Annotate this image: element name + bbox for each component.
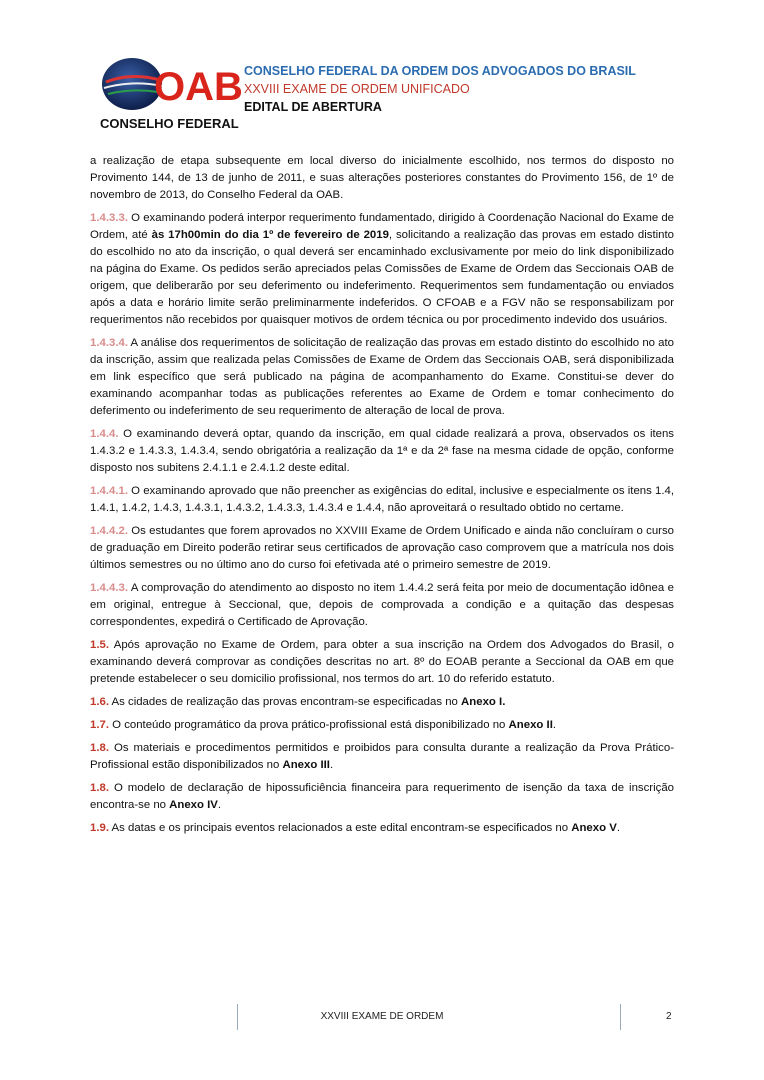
item-number: 1.9.	[90, 822, 109, 834]
item-number: 1.4.4.1.	[90, 485, 128, 497]
edital-title: EDITAL DE ABERTURA	[244, 100, 382, 114]
page-number: 2	[666, 1011, 672, 1022]
paragraph-1-8-declaration: 1.8. O modelo de declaração de hipossuficiência financeira para requerimento de isenção da taxa de inscrição encontra-se no Anexo IV.	[90, 782, 674, 811]
document-body	[90, 153, 674, 843]
paragraph-1-4-4: 1.4.4. O examinando deverá optar, quando da inscrição, em qual cidade realizará a prova, observados os itens 1.4.3.2 e 1.4.3.3, 1.4.3.4, sendo obrigatória a realização da 1ª e da 2ª fase na mesma cidade de opção, conforme disposto nos subitens 2.4.1.1 e 2.4.1.2 deste edital.	[90, 428, 674, 474]
item-number: 1.7.	[90, 719, 109, 731]
paragraph-1-7: 1.7. O conteúdo programático da prova prático-profissional está disponibilizado no Anexo II.	[90, 719, 557, 731]
paragraph-continuation: a realização de etapa subsequente em local diverso do inicialmente escolhido, nos termos do disposto no Provimento 144, de 13 de junho de 2011, e suas alterações posteriores constantes do Provimento 156, de 1º de novembro de 2013, do Conselho Federal da OAB.	[90, 155, 674, 201]
item-number: 1.4.4.3.	[90, 582, 128, 594]
paragraph-1-5: 1.5. Após aprovação no Exame de Ordem, para obter a sua inscrição na Ordem dos Advogados do Brasil, o examinando deverá comprovar as condições descritas no art. 8º do EOAB perante a Seccional da OAB em que pretende estabelecer o seu domicilio profissional, nos termos do art. 10 do referido estatuto.	[90, 639, 674, 685]
paragraph-1-6: 1.6. As cidades de realização das provas encontram-se especificadas no Anexo I.	[90, 696, 506, 708]
item-number: 1.4.3.3.	[90, 212, 128, 224]
item-number: 1.6.	[90, 696, 109, 708]
logo-wordmark: OAB	[154, 65, 243, 109]
paragraph-1-9: 1.9. As datas e os principais eventos relacionados a este edital encontram-se especificados no Anexo V.	[90, 822, 620, 834]
footer-title: XXVIII EXAME DE ORDEM	[320, 1011, 444, 1022]
logo-subtitle: CONSELHO FEDERAL	[100, 116, 239, 131]
item-number: 1.8.	[90, 742, 109, 754]
item-number: 1.4.3.4.	[90, 337, 128, 349]
item-number: 1.5.	[90, 639, 109, 651]
council-title: CONSELHO FEDERAL DA ORDEM DOS ADVOGADOS DO BRASIL	[244, 64, 636, 78]
paragraph-1-4-4-2: 1.4.4.2. Os estudantes que forem aprovados no XXVIII Exame de Ordem Unificado e ainda não concluíram o curso de graduação em Direito poderão retirar seus certificados de aprovação caso comprovem que a matrícula nos dois últimos semestres ou no último ano do curso foi efetivada até o primeiro semestre de 2019.	[90, 525, 674, 571]
paragraph-1-4-4-1: 1.4.4.1. O examinando aprovado que não preencher as exigências do edital, inclusive e especialmente os itens 1.4, 1.4.1, 1.4.2, 1.4.3, 1.4.3.1, 1.4.3.2, 1.4.3.3, 1.4.3.4 e 1.4.4, não aproveitará o resultado obtido no certame.	[90, 485, 674, 514]
document-header	[244, 62, 636, 116]
oab-logo	[92, 52, 243, 134]
paragraph-1-4-4-3: 1.4.4.3. A comprovação do atendimento ao disposto no item 1.4.4.2 será feita por meio de documentação idônea e em original, entregue à Seccional, que, depois de comprovada a condição e a quitação das despesas correspondentes, expedirá o Certificado de Aprovação.	[90, 582, 674, 628]
item-number: 1.4.4.2.	[90, 525, 128, 537]
item-number: 1.8.	[90, 782, 109, 794]
paragraph-1-4-3-3: 1.4.3.3. O examinando poderá interpor requerimento fundamentado, dirigido à Coordenação Nacional do Exame de Ordem, até às 17h00min do dia 1º de fevereiro de 2019, solicitando a realização das provas em estado distinto do escolhido no ato da inscrição, o qual deverá ser encaminhado exclusivamente por meio do link disponibilizado na página do Exame. Os pedidos serão apreciados pelas Comissões de Exame de Ordem das Seccionais OAB de origem, que deliberarão por seu deferimento ou indeferimento. Requerimentos sem fundamentação ou enviados após a data e horário limite serão preliminarmente indeferidos. O CFOAB e a FGV não se responsabilizam por requerimentos não recebidos por quaisquer motivos de ordem técnica ou por procedimento indevido dos usuários.	[90, 212, 675, 326]
paragraph-1-4-3-4: 1.4.3.4. A análise dos requerimentos de solicitação de realização das provas em estado distinto do escolhido no ato da inscrição, assim que realizada pelas Comissões de Exame de Ordem das Seccionais OAB, será disponibilizada em link específico que será publicado na página de acompanhamento do Exame. Constitui-se dever do examinando acompanhar todas as publicações referentes ao Exame de Ordem e tomar conhecimento do deferimento ou indeferimento de seu requerimento de alteração de local de prova.	[90, 337, 674, 417]
item-number: 1.4.4.	[90, 428, 119, 440]
paragraph-1-8-materials: 1.8. Os materiais e procedimentos permitidos e proibidos para consulta durante a realização da Prova Prático-Profissional estão disponibilizados no Anexo III.	[90, 742, 674, 771]
exam-title: XXVIII EXAME DE ORDEM UNIFICADO	[244, 82, 470, 96]
